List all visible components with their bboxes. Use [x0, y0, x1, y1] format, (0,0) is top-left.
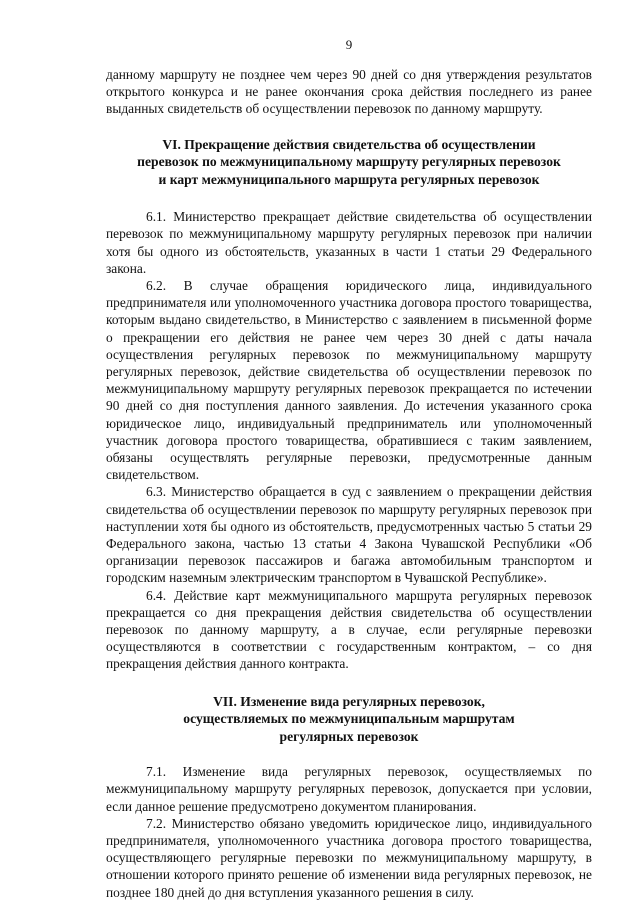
paragraph-6-1: 6.1. Министерство прекращает действие свидетельства об осуществлении перевозок по межмуниципальному маршруту регулярных перевозок при наличии хотя бы одного из обстоятельств, указанных в части 1 статьи 29 Федерального закона. — [106, 209, 592, 276]
section-7-heading-line: осуществляемых по межмуниципальным маршрутам — [183, 711, 515, 727]
intro-paragraph: данному маршруту не позднее чем через 90 дней со дня утверждения результатов открытого конкурса и не ранее окончания срока действия последнего из ранее выданных свидетельств об осуществлении перевозок по данному маршруту. — [106, 67, 592, 117]
section-7-heading-line: регулярных перевозок — [279, 728, 419, 744]
paragraph-6-2: 6.2. В случае обращения юридического лица, индивидуального предпринимателя или уполномоченного участника договора простого товарищества, которым выдано свидетельство, в Министерство с заявлением в письменной форме о прекращении его действия не ранее чем через 30 дней с даты начала осуществления регулярных перевозок по межмуниципальному маршруту регулярных перевозок, действие свидетельства об осуществлении перевозок по межмуниципальному маршруту регулярных перевозок прекращается по истечении 90 дней со дня поступления данного заявления. До истечения указанного срока юридическое лицо, индивидуальный предприниматель или уполномоченный участник договора простого товарищества, обратившиеся с таким заявлением, обязаны осуществлять регулярные перевозки, предусмотренные данным свидетельством. — [106, 277, 592, 483]
section-6-heading-line: и карт межмуниципального маршрута регулярных перевозок — [158, 171, 540, 187]
section-6-heading-line: VI. Прекращение действия свидетельства об осуществлении — [162, 136, 536, 152]
section-7-heading — [106, 693, 592, 746]
section-6-heading — [106, 136, 592, 189]
paragraph-7-2: 7.2. Министерство обязано уведомить юридическое лицо, индивидуального предпринимателя, уполномоченного участника договора простого товарищества, осуществляющего регулярные перевозки по межмуниципальному маршруту, в отношении которого принято решение об изменении вида регулярных перевозок, не позднее 180 дней до дня вступления указанного решения в силу. — [106, 815, 592, 900]
page-number: 9 — [345, 37, 353, 52]
paragraph-6-3: 6.3. Министерство обращается в суд с заявлением о прекращении действия свидетельства об осуществлении перевозок по маршруту регулярных перевозок при наступлении хотя бы одного из обстоятельств, предусмотренных частью 5 статьи 29 Федерального закона, частью 13 статьи 4 Закона Чувашской Республики «Об организации перевозок пассажиров и багажа автомобильным транспортом и городским наземным электрическим транспортом в Чувашской Республике». — [106, 484, 592, 586]
document-page — [106, 36, 592, 901]
section-6-heading-line: перевозок по межмуниципальному маршруту регулярных перевозок — [137, 154, 561, 170]
section-7-heading-line: VII. Изменение вида регулярных перевозок, — [213, 693, 485, 709]
paragraph-7-1: 7.1. Изменение вида регулярных перевозок, осуществляемых по межмуниципальному маршруту регулярных перевозок, допускается при условии, если данное решение предусмотрено документом планирования. — [106, 764, 592, 814]
paragraph-6-4: 6.4. Действие карт межмуниципального маршрута регулярных перевозок прекращается со дня прекращения действия свидетельства об осуществлении перевозок по данному маршруту, а в случае, если регулярные перевозки осуществляются в соответствии с государственным контрактом, – со дня прекращения действия данного контракта. — [106, 587, 592, 672]
